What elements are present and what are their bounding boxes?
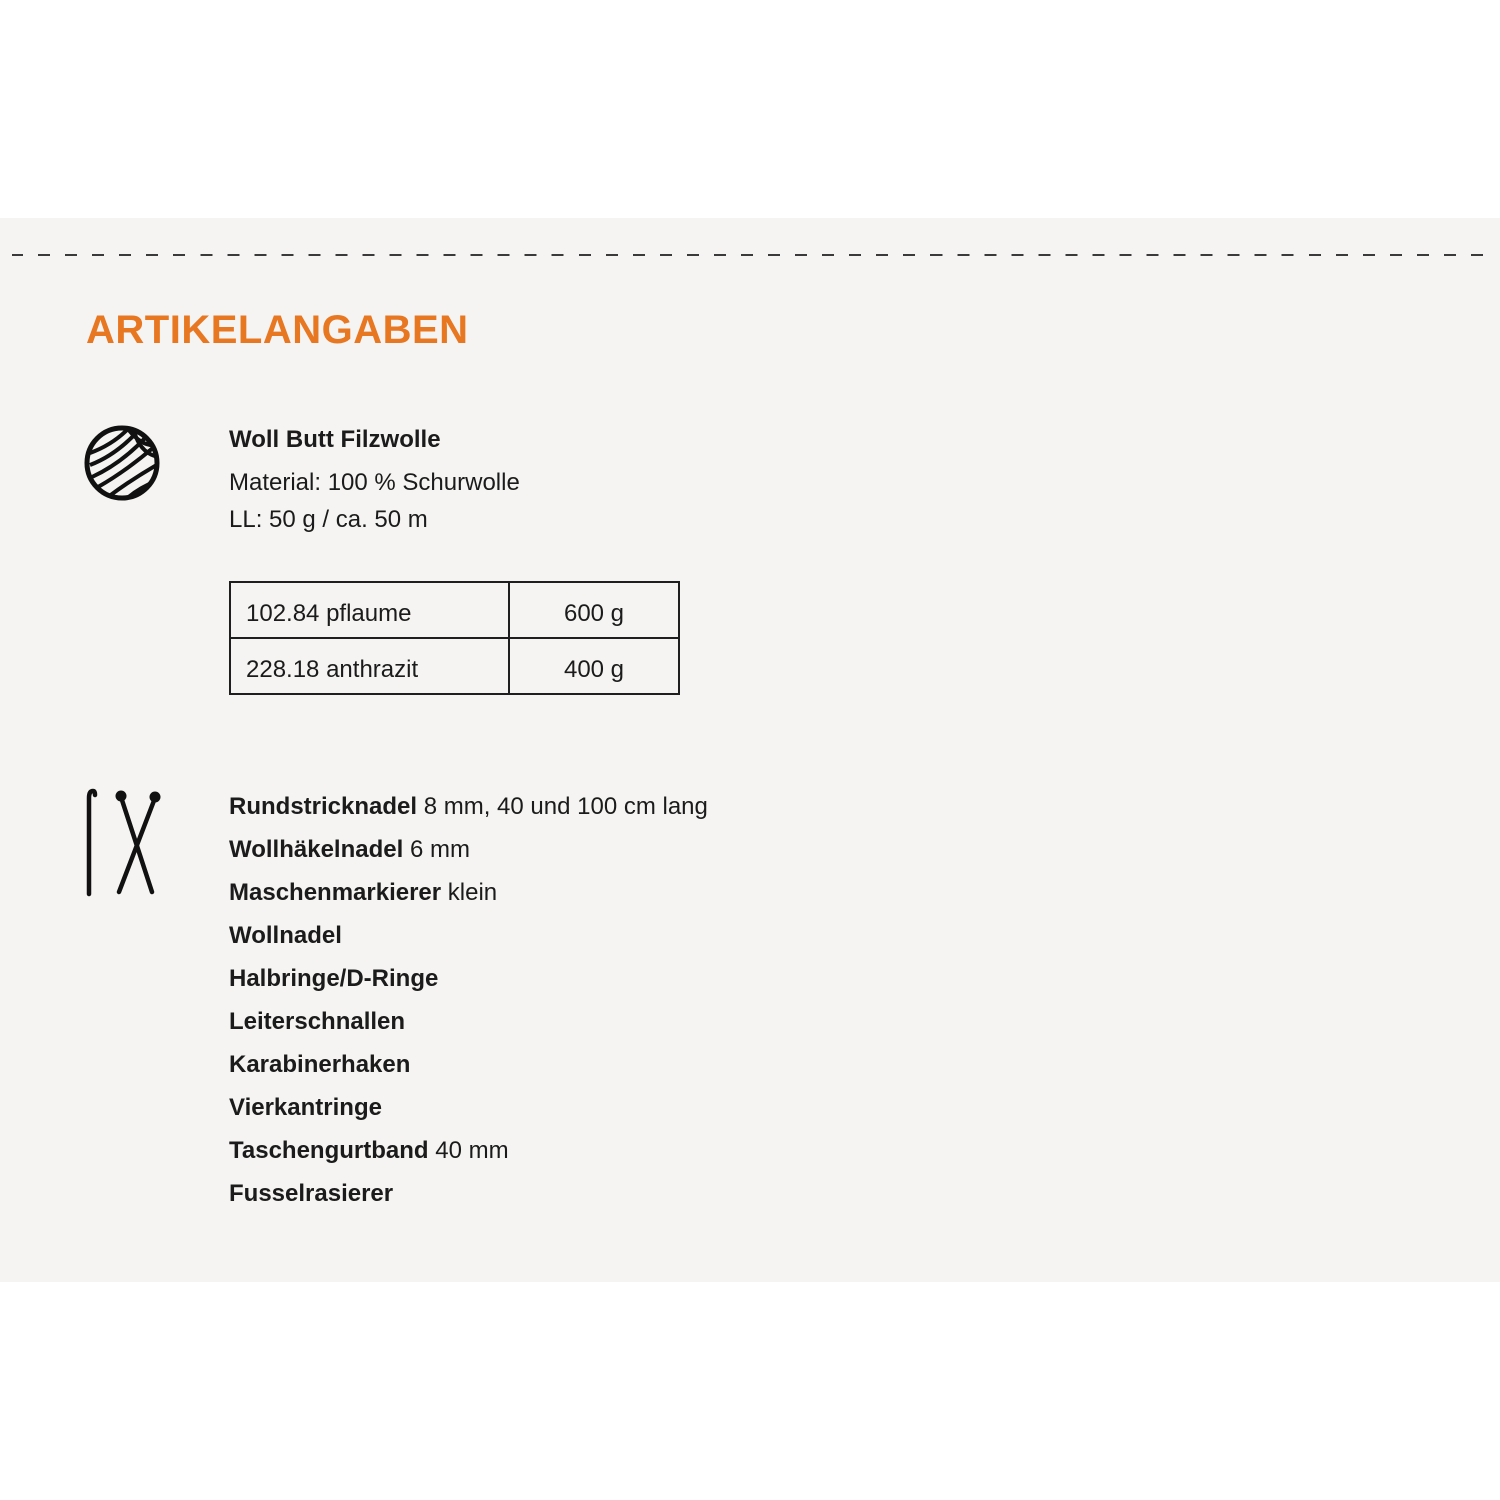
yarn-material: Material: 100 % Schurwolle [229, 469, 520, 496]
tool-name: Wollhäkelnadel [229, 836, 404, 863]
knitting-needles-icon [82, 788, 162, 898]
tool-name: Vierkantringe [229, 1094, 382, 1121]
yarn-ball-icon [82, 423, 162, 503]
tools-list [229, 792, 708, 1222]
list-item [229, 1093, 708, 1136]
color-name-cell: 228.18 anthrazit [230, 638, 509, 694]
list-item [229, 835, 708, 878]
article-info-card [0, 218, 1500, 1282]
list-item [229, 878, 708, 921]
yarn-colors-table [229, 581, 680, 695]
tool-detail: 6 mm [403, 836, 470, 863]
tool-name: Halbringe/D-Ringe [229, 965, 439, 992]
list-item [229, 1050, 708, 1093]
tool-name: Karabinerhaken [229, 1051, 411, 1078]
list-item [229, 1007, 708, 1050]
tool-name: Rundstricknadel [229, 793, 418, 820]
list-item [229, 964, 708, 1007]
section-heading: ARTIKELANGABEN [86, 308, 469, 352]
color-name-cell: 102.84 pflaume [230, 582, 509, 638]
list-item [229, 1179, 708, 1222]
tool-name: Fusselrasierer [229, 1180, 394, 1207]
list-item [229, 792, 708, 835]
tool-detail: 40 mm [428, 1137, 509, 1164]
color-qty-cell: 400 g [509, 638, 679, 694]
tool-detail: klein [441, 879, 498, 906]
dashed-divider [12, 254, 1490, 256]
yarn-run-length: LL: 50 g / ca. 50 m [229, 506, 428, 533]
tool-name: Maschenmarkierer [229, 879, 442, 906]
tool-name: Wollnadel [229, 922, 342, 949]
table-row [230, 582, 679, 638]
tool-detail: 8 mm, 40 und 100 cm lang [417, 793, 708, 820]
list-item [229, 921, 708, 964]
tool-name: Taschengurtband [229, 1137, 429, 1164]
color-qty-cell: 600 g [509, 582, 679, 638]
tool-name: Leiterschnallen [229, 1008, 406, 1035]
yarn-title: Woll Butt Filzwolle [229, 426, 441, 453]
table-row [230, 638, 679, 694]
list-item [229, 1136, 708, 1179]
